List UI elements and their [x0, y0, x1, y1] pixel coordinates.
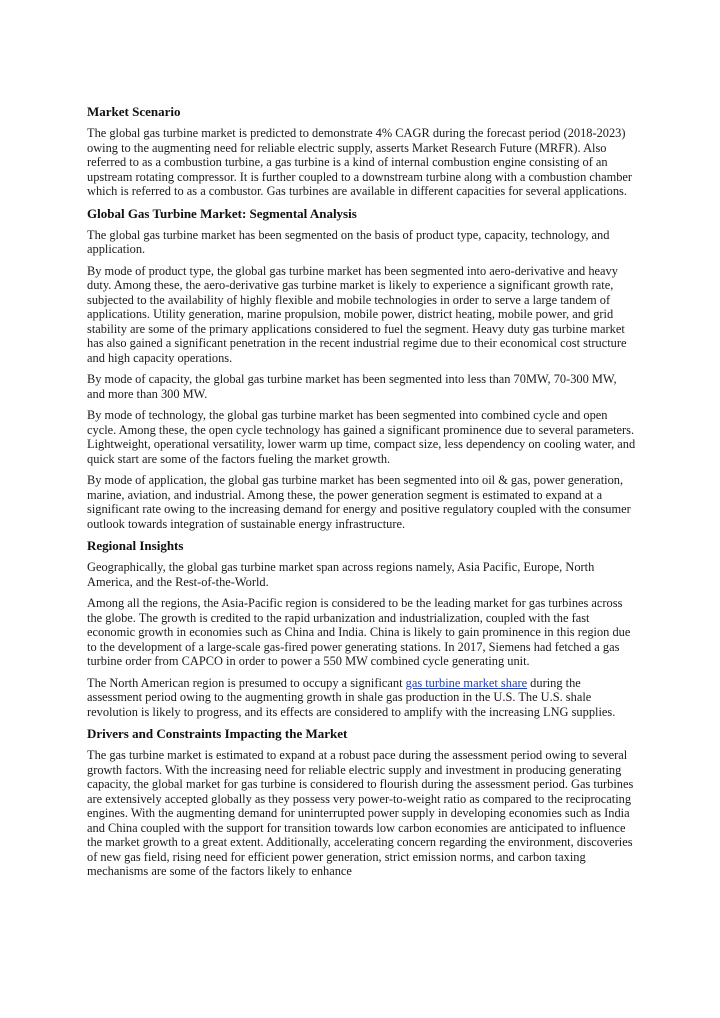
paragraph-geography: Geographically, the global gas turbine market span across regions namely, Asia Pacific, Europe, North America, and the Rest-of-the-World. [87, 560, 595, 589]
paragraph-capacity: By mode of capacity, the global gas turbine market has been segmented into less than 70MW, 70-300 MW, and more than 300 MW. [87, 372, 617, 401]
paragraph-application: By mode of application, the global gas turbine market has been segmented into oil & gas, power generation, marine, aviation, and industrial. Among these, the power generation segment is estimated to expand at a significant rate owing to the increasing demand for energy and positive regulatory coupled with the consumer outlook towards integration of sustainable energy infrastructure. [87, 473, 631, 531]
paragraph-segmentation-basis: The global gas turbine market has been segmented on the basis of product type, capacity, technology, and application. [87, 227, 610, 256]
section-heading-market-scenario: Market Scenario [87, 104, 181, 119]
section-heading-regional-insights: Regional Insights [87, 538, 184, 553]
paragraph-north-america [87, 676, 637, 720]
paragraph-market-scenario: The global gas turbine market is predicted to demonstrate 4% CAGR during the forecast period (2018-2023) owing to the augmenting need for reliable electric supply, asserts Market Research Future (MRFR). Also referred to as a combustion turbine, a gas turbine is a kind of internal combustion engine consisting of an upstream rotating compressor. It is further coupled to a downstream turbine along with a combustion chamber which is referred to as a combustor. Gas turbines are available in different capacities for several applications. [87, 126, 633, 198]
north-america-text-after: during the assessment period owing to the augmenting growth in shale gas production in the U.S. The U.S. shale revolution is likely to progress, and its effects are considered to amplify with the increasing LNG supplies. [87, 675, 616, 719]
document-page [87, 104, 637, 886]
paragraph-technology: By mode of technology, the global gas turbine market has been segmented into combined cycle and open cycle. Among these, the open cycle technology has gained a significant prominence due to several parameters. Lightweight, operational versatility, lower warm up time, compact size, less dependency on cooling water, and quick start are some of the factors fueling the market growth. [87, 408, 636, 466]
section-heading-segmental-analysis: Global Gas Turbine Market: Segmental Analysis [87, 205, 357, 221]
paragraph-product-type: By mode of product type, the global gas turbine market has been segmented into aero-derivative and heavy duty. Among these, the aero-derivative gas turbine market is likely to experience a significant growth rate, subjected to the availability of highly flexible and mobile technologies in order to serve a large tandem of applications. Utility generation, marine propulsion, mobile power, district heating, mobile power, and grid stability are some of the primary applications considered to fuel the segment. Heavy duty gas turbine market has also gained a significant penetration in the recent industrial regime due to their economical cost structure and high capacity operations. [87, 263, 627, 365]
gas-turbine-market-share-link[interactable]: gas turbine market share [405, 675, 528, 690]
north-america-text-before: The North American region is presumed to occupy a significant [87, 675, 406, 690]
section-heading-drivers-constraints: Drivers and Constraints Impacting the Market [87, 726, 348, 741]
paragraph-asia-pacific: Among all the regions, the Asia-Pacific region is considered to be the leading market for gas turbines across the globe. The growth is credited to the rapid urbanization and industrialization, coupled with the fast economic growth in economies such as China and India. China is likely to gain prominence in this region due to the development of a large-scale gas-fired power generating stations. In 2017, Siemens had fetched a gas turbine order from CAPCO in order to power a 550 MW combined cycle generating unit. [87, 596, 631, 668]
paragraph-drivers: The gas turbine market is estimated to expand at a robust pace during the assessment period owing to several growth factors. With the increasing need for reliable electric supply and investment in producing generating capacity, the global market for gas turbine is considered to flourish during the assessment period. Gas turbines are extensively accepted globally as they possess very power-to-weight ratio as compared to the reciprocating engines. With the augmenting demand for uninterrupted power supply in developing economies such as India and China coupled with the support for transition towards low carbon economies are anticipated to influence the market growth to a great extent. Additionally, accelerating concern regarding the environment, discoveries of new gas field, rising need for efficient power generation, strict emission norms, and carbon taxing mechanisms are some of the factors likely to enhance [87, 748, 634, 878]
